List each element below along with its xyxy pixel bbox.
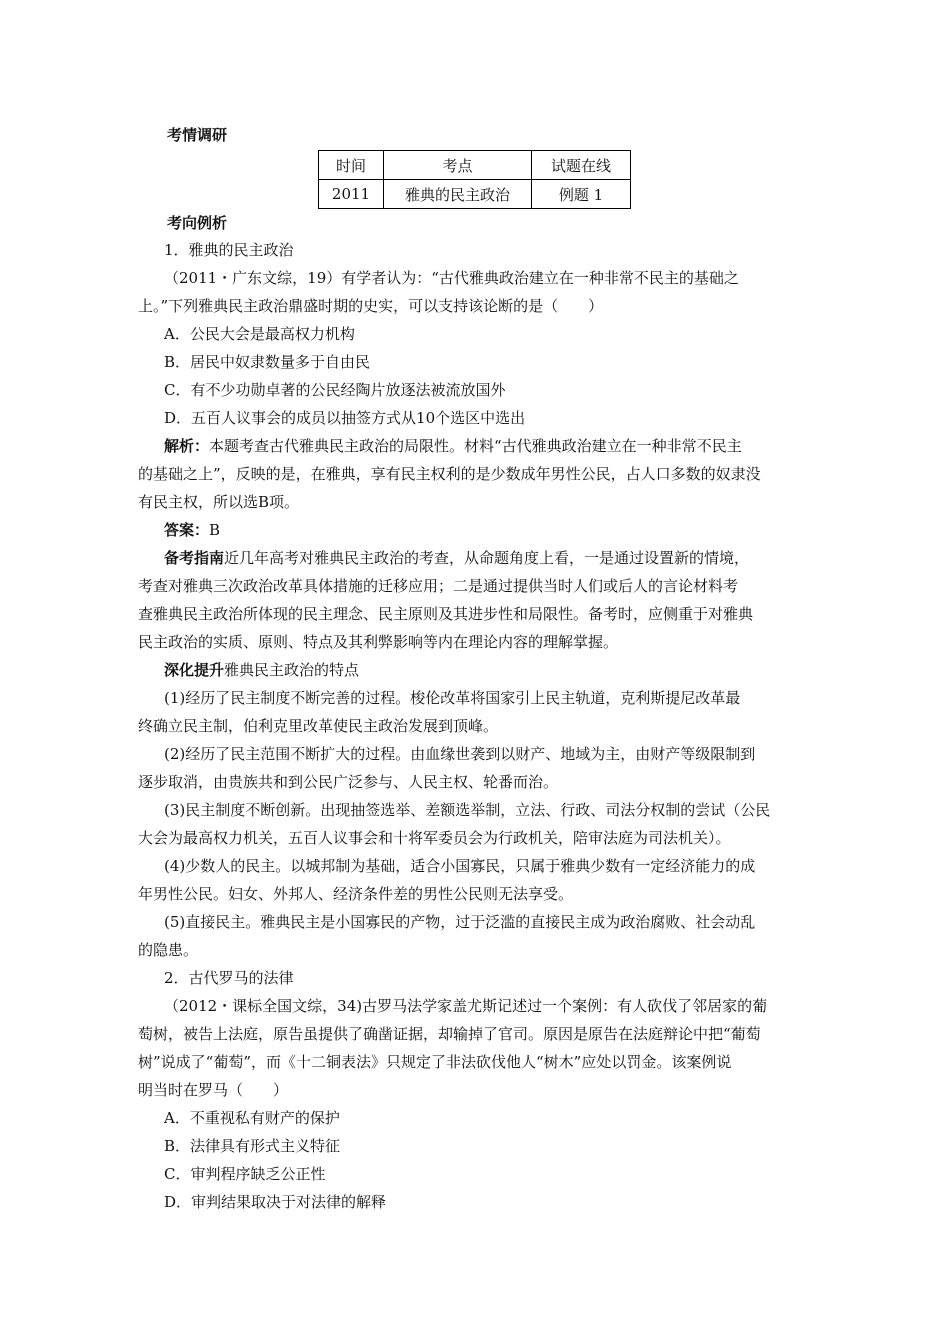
option-b: B．法律具有形式主义特征 — [164, 1137, 341, 1155]
table-header-cell: 试题在线 — [532, 151, 631, 180]
answer-line — [164, 516, 814, 544]
question-text: 上。”下列雅典民主政治鼎盛时期的史实，可以支持该论断的是（ ） — [138, 297, 604, 315]
table-cell: 2011 — [319, 180, 384, 209]
question-text: 萄树，被告上法庭，原告虽提供了确凿证据，却输掉了官司。原因是原告在法庭辩论中把“葡萄 — [138, 1025, 761, 1043]
table-cell: 例题 1 — [532, 180, 631, 209]
feature-point-4: (4)少数人的民主。以城邦制为基础，适合小国寡民，只属于雅典少数有一定经济能力的成 — [164, 857, 756, 875]
feature-point-3-cont: 大会为最高权力机关，五百人议事会和十将军委员会为行政机关，陪审法庭为司法机关）。 — [138, 829, 731, 847]
feature-point-5: (5)直接民主。雅典民主是小国寡民的产物，过于泛滥的直接民主成为政治腐败、社会动乱 — [164, 913, 756, 931]
option-d: D．五百人议事会的成员以抽签方式从10个选区中选出 — [164, 409, 526, 427]
analysis-text: 有民主权，所以选B项。 — [138, 493, 300, 511]
option-a: A．不重视私有财产的保护 — [164, 1109, 340, 1127]
guide-text: 考查对雅典三次政治改革具体措施的迁移应用；二是通过提供当时人们或后人的言论材料考 — [138, 577, 739, 595]
table-header-cell: 考点 — [384, 151, 532, 180]
section-analysis-title: 考向例析 — [167, 214, 228, 232]
feature-point-3: (3)民主制度不断创新。出现抽签选举、差额选举制，立法、行政、司法分权制的尝试（公民 — [164, 801, 771, 819]
question-text: 明当时在罗马（ ） — [138, 1081, 289, 1099]
guide-paragraph — [164, 544, 814, 572]
option-c: C．有不少功勋卓著的公民经陶片放逐法被流放国外 — [164, 381, 506, 399]
topic1-heading: 1．雅典的民主政治 — [164, 241, 294, 259]
table-cell: 雅典的民主政治 — [384, 180, 532, 209]
table-header-row — [319, 151, 631, 180]
feature-point-2-cont: 逐步取消，由贵族共和到公民广泛参与、人民主权、轮番而治。 — [138, 773, 559, 791]
deep-heading — [164, 656, 814, 684]
guide-text: 近几年高考对雅典民主政治的考查，从命题角度上看，一是通过设置新的情境， — [224, 549, 750, 567]
answer-label: 答案： — [164, 521, 210, 539]
option-c: C．审判程序缺乏公正性 — [164, 1165, 326, 1183]
guide-text: 民主政治的实质、原则、特点及其利弊影响等内在理论内容的理解掌握。 — [138, 633, 619, 651]
table-row — [319, 180, 631, 209]
feature-point-1: (1)经历了民主制度不断完善的过程。梭伦改革将国家引上民主轨道，克利斯提尼改革最 — [164, 689, 741, 707]
feature-point-1-cont: 终确立民主制，伯利克里改革使民主政治发展到顶峰。 — [138, 717, 499, 735]
option-a: A．公民大会是最高权力机构 — [164, 325, 355, 343]
feature-point-2: (2)经历了民主范围不断扩大的过程。由血缘世袭到以财产、地域为主，由财产等级限制到 — [164, 745, 756, 763]
topic2-heading: 2．古代罗马的法律 — [164, 969, 294, 987]
feature-point-4-cont: 年男性公民。妇女、外邦人、经济条件差的男性公民则无法享受。 — [138, 885, 574, 903]
analysis-paragraph — [164, 432, 814, 460]
survey-table — [318, 150, 631, 209]
section-survey-title: 考情调研 — [167, 126, 228, 144]
deep-label: 深化提升 — [164, 661, 225, 679]
question-text: （2012・课标全国文综，34)古罗马法学家盖尤斯记述过一个案例：有人砍伐了邻居家的葡 — [164, 997, 768, 1015]
answer-value: B — [209, 521, 221, 539]
feature-point-5-cont: 的隐患。 — [138, 941, 199, 959]
option-d: D．审判结果取决于对法律的解释 — [164, 1193, 387, 1211]
analysis-text: 本题考查古代雅典民主政治的局限性。材料“古代雅典政治建立在一种非常不民主 — [209, 437, 742, 455]
deep-title: 雅典民主政治的特点 — [224, 661, 360, 679]
guide-text: 查雅典民主政治所体现的民主理念、民主原则及其进步性和局限性。备考时，应侧重于对雅典 — [138, 605, 754, 623]
guide-label: 备考指南 — [164, 549, 225, 567]
question-text: 树”说成了“葡萄”，而《十二铜表法》只规定了非法砍伐他人“树木”应处以罚金。该案例说 — [138, 1053, 732, 1071]
analysis-text: 的基础之上”，反映的是，在雅典，享有民主权利的是少数成年男性公民，占人口多数的奴隶没 — [138, 465, 761, 483]
analysis-label: 解析： — [164, 437, 210, 455]
option-b: B．居民中奴隶数量多于自由民 — [164, 353, 371, 371]
table-header-cell: 时间 — [319, 151, 384, 180]
question-text: （2011・广东文综，19）有学者认为：“古代雅典政治建立在一种非常不民主的基础之 — [164, 269, 739, 287]
